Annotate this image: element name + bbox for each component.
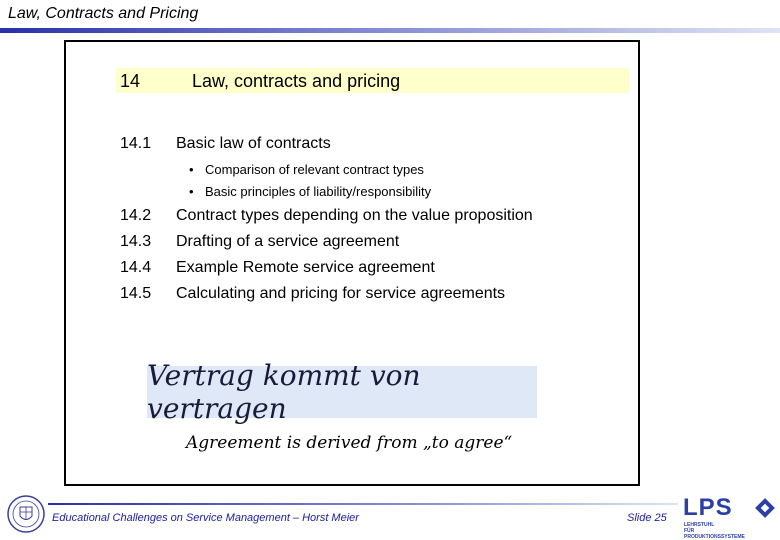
lps-subtitle-line: FÜR PRODUKTIONSSYSTEME xyxy=(684,528,745,540)
motto-translation: Agreement is derived from „to agree“ xyxy=(186,433,513,453)
section-number: 14.4 xyxy=(120,259,152,276)
section-label: Drafting of a service agreement xyxy=(176,233,400,250)
header-divider xyxy=(0,28,780,33)
lps-diamond-icon xyxy=(753,496,777,520)
section-label: Example Remote service agreement xyxy=(176,259,435,276)
page-header-title: Law, Contracts and Pricing xyxy=(8,5,199,22)
section-label: Basic law of contracts xyxy=(176,135,331,152)
university-seal-icon xyxy=(6,494,46,534)
bullet-item xyxy=(189,162,424,177)
bullet-text: Basic principles of liability/responsibility xyxy=(205,184,432,199)
section-label: Contract types depending on the value proposition xyxy=(176,207,533,224)
section-number: 14.1 xyxy=(120,135,152,152)
bullet-dot-icon: • xyxy=(189,184,194,199)
bullet-text: Comparison of relevant contract types xyxy=(205,162,424,177)
lps-subtitle-line: LEHRSTUHL xyxy=(684,522,715,528)
footer-divider xyxy=(48,503,678,505)
section-number: 14.3 xyxy=(120,233,152,250)
bullet-dot-icon: • xyxy=(189,162,194,177)
motto-banner: Vertrag kommt von vertragen xyxy=(147,366,537,418)
slide-content-box xyxy=(64,40,640,486)
footer-caption: Educational Challenges on Service Management – Horst Meier xyxy=(52,512,359,524)
slide-number: Slide 25 xyxy=(627,512,667,524)
lps-logo-subtitle xyxy=(684,522,754,540)
section-number: 14.2 xyxy=(120,207,152,224)
section-label: Calculating and pricing for service agreements xyxy=(176,285,506,302)
section-number: 14.5 xyxy=(120,285,152,302)
chapter-title: Law, contracts and pricing xyxy=(192,71,401,91)
lps-logo xyxy=(683,494,779,538)
chapter-number: 14 xyxy=(120,71,141,91)
bullet-item xyxy=(189,184,431,199)
lps-logo-letters: LPS xyxy=(683,494,733,521)
